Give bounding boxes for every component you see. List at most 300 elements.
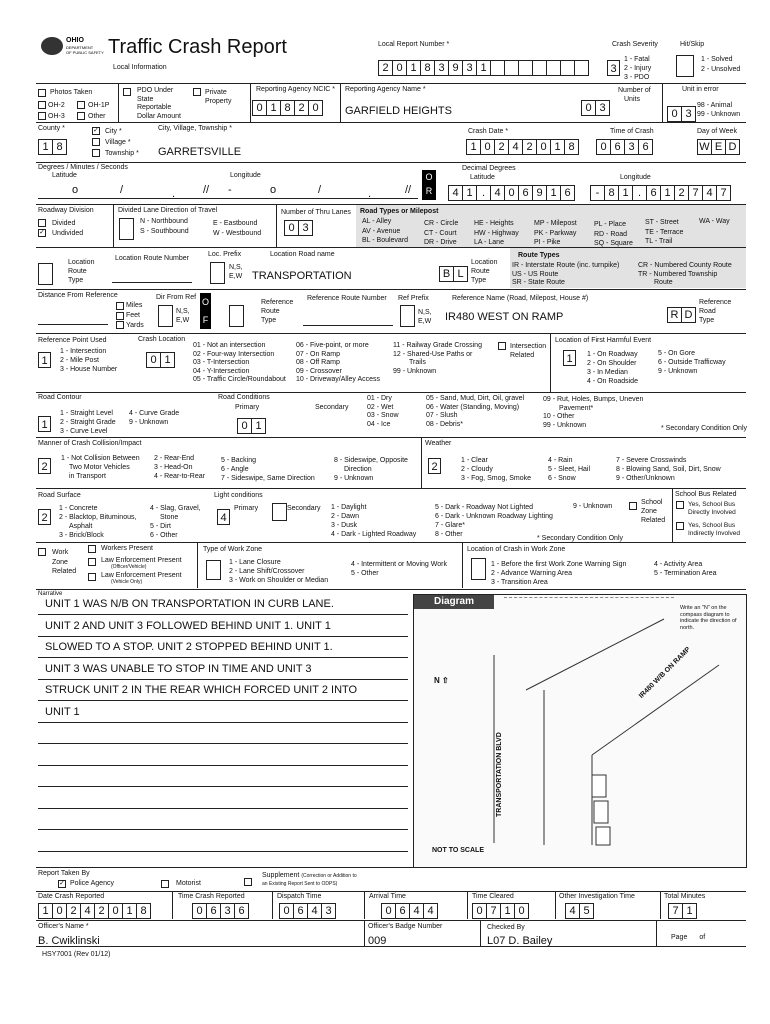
other-label: Other — [88, 113, 106, 120]
digit-box: 4 — [409, 904, 423, 918]
north-arrow-label: N ⇧ — [434, 676, 449, 685]
digit-box: 0 — [150, 354, 157, 366]
manner-value[interactable]: 2 — [38, 458, 51, 474]
ref-route-type-label: Reference Route Type — [261, 299, 294, 324]
digit-box — [574, 61, 588, 75]
dispatch-time[interactable] — [279, 903, 336, 919]
digit-box: 4 — [569, 905, 576, 917]
time-cleared[interactable] — [472, 903, 529, 919]
village-checkbox[interactable] — [92, 138, 100, 146]
county-code[interactable] — [38, 139, 67, 155]
decimal-longitude-label: Longitude — [620, 174, 651, 181]
hitskip-label: Hit/Skip — [680, 41, 705, 48]
ref-point-label: Reference Point Used — [38, 337, 107, 344]
digit-box: 2 — [674, 186, 688, 200]
intersection-related-checkbox[interactable] — [498, 342, 506, 350]
city-checkbox[interactable]: ✓ — [93, 127, 99, 134]
unit-in-error[interactable] — [667, 106, 696, 122]
le-vehicle-checkbox[interactable] — [88, 573, 96, 581]
feet-checkbox[interactable] — [116, 312, 124, 320]
narrative-rule — [38, 765, 408, 766]
number-of-units[interactable] — [581, 100, 610, 116]
digit-box: 3 — [298, 221, 312, 235]
pdo-label: PDO Under State Reportable Dollar Amount — [137, 87, 181, 120]
bus-indirect-checkbox[interactable] — [676, 522, 684, 530]
cvt-name[interactable]: GARRETSVILLE — [158, 146, 242, 158]
dms-label: Degrees / Minutes / Seconds — [38, 164, 128, 171]
narrative-rule — [38, 700, 408, 701]
crash-location-value[interactable] — [146, 352, 175, 368]
dir-from-ref-label: Dir From Ref — [156, 294, 197, 301]
ref-route-number-label: Reference Route Number — [307, 295, 387, 302]
dir-from-ref-box[interactable] — [158, 305, 173, 327]
lane-direction-label: Divided Lane Direction of Travel — [118, 207, 218, 214]
date-reported[interactable] — [38, 903, 151, 919]
yards-checkbox[interactable] — [116, 321, 124, 329]
of-indicator: O F — [200, 293, 211, 329]
first-harmful-col1: 1 - On Roadway 2 - On Shoulder 3 - In Median 4 - On Roadside — [587, 351, 638, 385]
location-road-type-label: Location Route Type — [471, 259, 498, 284]
local-info-label: Local Information — [113, 64, 167, 71]
lane-direction-options: N - Northbound S - Southbound — [140, 218, 189, 235]
road-types-col2: CR - Circle CT - Court DR - Drive — [424, 220, 459, 246]
digit-box: 6 — [395, 904, 409, 918]
location-route-number-label: Location Route Number — [115, 255, 189, 262]
officer-name-label: Officer's Name * — [38, 923, 89, 930]
digit-box: 1 — [42, 141, 49, 153]
svg-text:OF PUBLIC SAFETY: OF PUBLIC SAFETY — [66, 50, 104, 55]
ref-point-value[interactable]: 1 — [38, 352, 51, 368]
miles-label: Miles — [126, 302, 143, 309]
road-conditions-col1: 01 - Dry 02 - Wet 03 - Snow 04 - Ice — [367, 395, 399, 428]
digit-box: 0 — [585, 102, 592, 114]
motorist-label: Motorist — [176, 880, 201, 887]
digit-box: 0 — [288, 222, 295, 234]
road-contour-col2: 4 - Curve Grade 9 - Unknown — [129, 410, 180, 426]
time-of-crash[interactable] — [596, 139, 653, 155]
digit-box: 6 — [518, 186, 532, 200]
light-col2: 5 - Dark - Roadway Not Lighted 6 - Dark - Unknown Roadway Lighting 7 - Glare* 8 - Other — [435, 504, 553, 538]
narrative-rule — [38, 657, 408, 658]
ncic-number[interactable] — [252, 100, 323, 116]
work-zone-type-label: Type of Work Zone — [203, 546, 263, 553]
ref-road-type-label: Reference Road Type — [699, 299, 732, 324]
compass-instructions: Write an "N" on the compass diagram to indicate the direction of north. — [680, 605, 737, 631]
digit-box: 2 — [522, 140, 536, 154]
digit-box: 3 — [462, 61, 476, 75]
crash-date[interactable] — [466, 139, 579, 155]
school-zone-label: School Zone Related — [641, 499, 666, 524]
digit-box: 1 — [546, 186, 560, 200]
digit-box: 0 — [504, 186, 518, 200]
road-contour-value[interactable]: 1 — [38, 416, 51, 432]
narrative-rule — [38, 614, 408, 615]
digit-box: 1 — [251, 419, 265, 433]
narrative-line[interactable]: UNIT 2 AND UNIT 3 FOLLOWED BEHIND UNIT 1. UNIT 1 — [45, 619, 331, 632]
distance-field[interactable] — [38, 310, 108, 325]
other-checkbox[interactable] — [77, 112, 85, 120]
report-taken-by-label: Report Taken By — [38, 870, 90, 877]
digit-box: - — [595, 187, 600, 199]
oh3-checkbox[interactable] — [38, 112, 46, 120]
digit-box — [546, 61, 560, 75]
units-label: Number of Units — [618, 87, 651, 103]
digit-box: 2 — [382, 62, 389, 74]
digit-box: . — [632, 186, 646, 200]
road-surface-col1: 1 - Concrete 2 - Blacktop, Bituminous, Asphalt 3 - Brick/Block — [59, 505, 137, 539]
lane-direction-options-ew: E - Eastbound W - Westbound — [213, 220, 262, 237]
digit-box: 8 — [604, 186, 618, 200]
police-agency-label: Police Agency — [70, 880, 114, 887]
divided-label: Divided — [52, 220, 76, 227]
oh2-label: OH-2 — [48, 102, 65, 109]
road-conditions-col3: 09 - Rut, Holes, Bumps, Uneven Pavement* 10 - Other 99 - Unknown — [543, 396, 644, 429]
digit-box: 3 — [595, 101, 609, 115]
ref-road-type[interactable] — [667, 307, 696, 323]
le-present-checkbox[interactable] — [88, 558, 96, 566]
ref-prefix-options: N,S, E,W — [418, 309, 432, 325]
digit-box: 5 — [579, 904, 593, 918]
weather-value[interactable]: 2 — [428, 458, 441, 474]
ref-prefix-box[interactable] — [400, 305, 415, 327]
time-cleared-label: Time Cleared — [472, 893, 514, 900]
divided-checkbox[interactable] — [38, 219, 46, 227]
digit-box: 7 — [672, 905, 679, 917]
ohio-seal-icon — [38, 32, 104, 62]
agency-name-label: Reporting Agency Name * — [345, 86, 426, 93]
ref-name-label: Reference Name (Road, Milepost, House #) — [452, 295, 589, 302]
arrival-time-label: Arrival Time — [369, 893, 406, 900]
narrative-rule — [38, 679, 408, 680]
road-surface-col2: 4 - Slag, Gravel, Stone 5 - Dirt 6 - Other — [150, 505, 201, 539]
location-route-number[interactable] — [112, 268, 192, 283]
digit-box: D — [681, 308, 695, 322]
school-bus-label: School Bus Related — [675, 491, 737, 498]
ohio-logo — [38, 32, 104, 62]
day-of-week-label: Day of Week — [697, 128, 737, 135]
digit-box: 0 — [476, 905, 483, 917]
village-label: Village * — [105, 139, 131, 146]
svg-text:OHIO: OHIO — [66, 37, 84, 44]
digit-box: 6 — [646, 186, 660, 200]
digit-box: 4 — [452, 187, 459, 199]
diagram-title: Diagram — [414, 595, 494, 609]
severity-value[interactable]: 3 — [607, 60, 620, 76]
digit-box: L — [453, 267, 467, 281]
work-zone-checkbox[interactable] — [38, 548, 46, 556]
road-conditions-secondary[interactable] — [313, 418, 341, 434]
police-agency-checkbox[interactable]: ✓ — [59, 880, 65, 887]
road-label: TRANSPORTATION BLVD — [496, 732, 503, 817]
manner-label: Manner of Crash Collision/Impact — [38, 440, 142, 447]
ref-name[interactable]: IR480 WEST ON RAMP — [445, 311, 564, 323]
undivided-checkbox[interactable]: ✓ — [39, 229, 45, 236]
digit-box: 1 — [660, 186, 674, 200]
first-harmful-value[interactable]: 1 — [563, 350, 576, 366]
digit-box: 6 — [293, 904, 307, 918]
officer-name[interactable]: B. Cwiklinski — [38, 935, 100, 947]
local-report-number[interactable] — [378, 60, 589, 76]
loc-prefix-options: N,S, E,W — [229, 264, 243, 280]
location-road-name-label: Location Road name — [270, 251, 335, 258]
work-zone-location-box[interactable] — [471, 558, 486, 580]
undivided-label: Undivided — [52, 230, 84, 237]
digit-box: 0 — [241, 420, 248, 432]
work-zone-type-box[interactable] — [206, 560, 221, 580]
report-title: Traffic Crash Report — [108, 36, 287, 58]
digit-box: 4 — [423, 904, 437, 918]
dms-longitude-label: Longitude — [230, 172, 261, 179]
digit-box: 1 — [406, 61, 420, 75]
digit-box: B — [442, 268, 451, 280]
bus-direct-label: Yes, School Bus Directly Involved — [688, 501, 736, 516]
light-col1: 1 - Daylight 2 - Dawn 3 - Dusk 4 - Dark - Lighted Roadway — [331, 504, 417, 538]
loc-prefix-label: Loc. Prefix — [208, 251, 242, 258]
miles-checkbox[interactable] — [116, 302, 124, 310]
digit-box: 8 — [564, 140, 578, 154]
road-types-col3: HE - Heights HW - Highway LA - Lane — [474, 220, 519, 246]
thru-lanes[interactable] — [284, 220, 313, 236]
weather-col2: 4 - Rain 5 - Sleet, Hail 6 - Snow — [548, 457, 591, 482]
total-minutes-label: Total Minutes — [664, 893, 706, 900]
digit-box — [490, 61, 504, 75]
dms-latitude-label: Latitude — [52, 172, 77, 179]
light-conditions-label: Light conditions — [214, 492, 263, 499]
digit-box: 0 — [536, 140, 550, 154]
crash-location-col2: 06 - Five-point, or more 07 - On Ramp 08 - Off Ramp 09 - Crossover 10 - Driveway/Alley Access — [296, 342, 381, 383]
manner-col3: 5 - Backing 6 - Angle 7 - Sideswipe, Same Direction — [221, 457, 315, 482]
digit-box: 6 — [560, 186, 574, 200]
digit-box: 6 — [638, 140, 652, 154]
road-types-col5: PL - Place RD - Road SQ - Square — [594, 221, 633, 247]
light-primary-value[interactable]: 4 — [217, 509, 230, 525]
digit-box: 4 — [508, 140, 522, 154]
road-conditions-secondary-label: Secondary — [315, 404, 349, 411]
digit-box: 0 — [600, 141, 607, 153]
digit-box: 8 — [52, 140, 66, 154]
light-secondary-label: Secondary — [287, 505, 321, 512]
digit-box — [518, 61, 532, 75]
lane-direction-box[interactable] — [119, 218, 134, 240]
vehicle-unit-3 — [596, 827, 610, 845]
work-zone-type-col1: 1 - Lane Closure 2 - Lane Shift/Crossover 3 - Work on Shoulder or Median — [229, 559, 329, 584]
digit-box: 0 — [514, 904, 528, 918]
township-checkbox[interactable] — [92, 149, 100, 157]
route-types-col2: CR - Numbered County Route TR - Numbered Township Route — [638, 262, 732, 286]
digit-box: W — [699, 141, 710, 153]
narrative-rule — [38, 743, 408, 744]
first-harmful-label: Location of First Harmful Event — [555, 337, 652, 344]
digit-box: 4 — [80, 904, 94, 918]
digit-box: 1 — [266, 101, 280, 115]
photos-taken-checkbox[interactable] — [38, 89, 46, 97]
digit-box: 1 — [42, 905, 49, 917]
ncic-label: Reporting Agency NCIC * — [256, 86, 335, 93]
decimal-latitude[interactable] — [448, 185, 575, 201]
le-vehicle-label: Law Enforcement Present (Vehicle Only) — [101, 572, 182, 585]
digit-box: 8 — [280, 101, 294, 115]
secondary-condition-note: * Secondary Condition Only — [661, 425, 747, 432]
road-contour-col1: 1 - Straight Level 2 - Straight Grade 3 - Curve Level — [60, 410, 116, 435]
feet-label: Feet — [126, 312, 141, 319]
narrative-label: Narrative — [38, 591, 63, 597]
day-of-week[interactable] — [697, 139, 740, 155]
digit-box: 1 — [462, 186, 476, 200]
local-report-label: Local Report Number * — [378, 41, 450, 48]
yards-label: Yards — [126, 322, 144, 329]
location-road-type[interactable] — [439, 266, 468, 282]
road-surface-value[interactable]: 2 — [38, 509, 51, 525]
agency-name[interactable]: GARFIELD HEIGHTS — [345, 105, 452, 117]
date-reported-label: Date Crash Reported — [38, 893, 105, 900]
digit-box: 0 — [283, 905, 290, 917]
oh2-checkbox[interactable] — [38, 101, 46, 109]
digit-box: 1 — [160, 353, 174, 367]
work-zone-location-col1: 1 - Before the first Work Zone Warning Sign 2 - Advance Warning Area 3 - Transition Area — [491, 561, 627, 586]
intersection-related-label: Intersection Related — [510, 343, 547, 359]
digit-box: 3 — [681, 107, 695, 121]
oh1p-checkbox[interactable] — [77, 101, 85, 109]
digit-box: 4 — [702, 186, 716, 200]
digit-box: 3 — [434, 61, 448, 75]
digit-box: D — [725, 140, 739, 154]
location-route-type-box[interactable] — [38, 263, 53, 285]
digit-box: 9 — [448, 61, 462, 75]
digit-box: 1 — [476, 61, 490, 75]
crash-diagram[interactable] — [413, 594, 747, 868]
digit-box: 6 — [206, 904, 220, 918]
motorist-checkbox[interactable] — [161, 880, 169, 888]
form-number: HSY7001 (Rev 01/12) — [42, 951, 111, 958]
digit-box: 0 — [480, 140, 494, 154]
oh1p-label: OH-1P — [88, 102, 110, 109]
digit-box: 2 — [294, 101, 308, 115]
digit-box: 6 — [234, 904, 248, 918]
narrative-line[interactable]: SLOWED TO A STOP. UNIT 2 STOPPED BEHIND UNIT 1. — [45, 641, 333, 653]
light-primary-label: Primary — [234, 505, 259, 512]
severity-label: Crash Severity — [612, 41, 658, 48]
narrative-rule — [38, 722, 408, 723]
manner-col2: 2 - Rear-End 3 - Head-On 4 - Rear-to-Rear — [154, 455, 205, 480]
digit-box: 0 — [196, 905, 203, 917]
county-label: County * — [38, 125, 65, 132]
supplement-checkbox[interactable] — [244, 878, 252, 886]
other-investigation-time[interactable] — [565, 903, 594, 919]
digit-box: 8 — [136, 904, 150, 918]
bus-direct-checkbox[interactable] — [676, 501, 684, 509]
private-property-label: Private Property — [205, 89, 232, 105]
narrative-line[interactable]: UNIT 1 — [45, 705, 80, 718]
digit-box: 1 — [122, 904, 136, 918]
private-property-checkbox[interactable] — [193, 88, 201, 96]
work-zone-location-label: Location of Crash in Work Zone — [467, 546, 566, 553]
loc-prefix-box[interactable] — [210, 262, 225, 284]
work-zone-label: Work Zone Related — [52, 549, 77, 575]
dms-fields[interactable]: o / . // - o / . // — [38, 186, 418, 199]
crash-location-col1: 01 - Not an intersection 02 - Four-way Intersection 03 - T-Intersection 04 - Y-Intersection 05 - Traffic Circle/Roundabout — [193, 342, 286, 383]
cvt-label: City, Village, Township * — [158, 125, 232, 132]
oh3-label: OH-3 — [48, 113, 65, 120]
digit-box — [532, 61, 546, 75]
digit-box: 0 — [308, 101, 322, 115]
arrival-time[interactable] — [381, 903, 438, 919]
digit-box — [504, 61, 518, 75]
digit-box: 0 — [671, 108, 678, 120]
light-secondary-box[interactable] — [272, 503, 287, 521]
hitskip-box[interactable] — [676, 55, 694, 77]
road-types-label: Road Types or Milepost — [360, 208, 439, 215]
supplement-label: Supplement (Correction or Addition to an Existing Report Sent to ODPS) — [262, 872, 357, 887]
digit-box: 0 — [256, 102, 263, 114]
digit-box: E — [711, 140, 725, 154]
school-zone-checkbox[interactable] — [629, 502, 637, 510]
time-of-crash-label: Time of Crash — [610, 128, 654, 135]
crash-date-label: Crash Date * — [468, 128, 509, 135]
digit-box: 7 — [688, 186, 702, 200]
narrative-line[interactable]: STRUCK UNIT 2 IN THE REAR WHICH FORCED UNIT 2 INTO — [45, 684, 358, 696]
other-investigation-label: Other Investigation Time — [559, 893, 635, 900]
road-conditions-col2: 05 - Sand, Mud, Dirt, Oil, gravel 06 - Water (Standing, Moving) 07 - Slush 08 - Debris* — [426, 395, 525, 428]
location-road-name[interactable]: TRANSPORTATION — [252, 270, 352, 282]
checked-by-label: Checked By — [487, 924, 525, 931]
digit-box: 1 — [618, 186, 632, 200]
ref-route-type-box[interactable] — [229, 305, 244, 327]
township-label: Township * — [105, 150, 139, 157]
le-present-label: Law Enforcement Present (Officer/Vehicle) — [101, 557, 182, 570]
thru-lanes-label: Number of Thru Lanes — [281, 209, 351, 216]
weather-col1: 1 - Clear 2 - Cloudy 3 - Fog, Smog, Smoke — [461, 457, 532, 482]
time-reported[interactable] — [192, 903, 249, 919]
o-indicator: O R — [422, 170, 436, 200]
total-minutes[interactable] — [668, 903, 697, 919]
svg-text:DEPARTMENT: DEPARTMENT — [66, 45, 94, 50]
workers-present-label: Workers Present — [101, 545, 153, 552]
work-zone-location-col2: 4 - Activity Area 5 - Termination Area — [654, 561, 717, 577]
vehicle-unit-1 — [592, 775, 606, 797]
distance-label: Distance From Reference — [38, 292, 118, 299]
photos-taken-label: Photos Taken — [50, 89, 93, 96]
narrative-line[interactable]: UNIT 3 WAS UNABLE TO STOP IN TIME AND UNIT 3 — [45, 662, 312, 675]
narrative-rule — [38, 829, 408, 830]
crash-location-label: Crash Location — [138, 336, 186, 343]
decimal-longitude[interactable] — [590, 185, 731, 201]
hitskip-options: 1 - Solved 2 - Unsolved — [701, 56, 741, 73]
dir-from-ref-options: N,S, E,W — [176, 308, 190, 324]
weather-col3: 7 - Severe Crosswinds 8 - Blowing Sand, Soil, Dirt, Snow 9 - Other/Unknown — [616, 457, 721, 482]
pdo-checkbox[interactable] — [123, 88, 131, 96]
time-reported-label: Time Crash Reported — [178, 893, 245, 900]
badge-number[interactable]: 009 — [368, 935, 387, 947]
digit-box: 0 — [52, 904, 66, 918]
light-secondary-note: * Secondary Condition Only — [537, 535, 623, 542]
digit-box: 1 — [682, 904, 696, 918]
road-conditions-primary[interactable] — [237, 418, 266, 434]
dispatch-time-label: Dispatch Time — [277, 893, 322, 900]
crash-location-col3: 11 - Railway Grade Crossing 12 - Shared-Use Paths or Trails 99 - Unknown — [393, 342, 482, 375]
road-surface-label: Road Surface — [38, 492, 81, 499]
roadway-division-label: Roadway Division — [38, 207, 94, 214]
ref-route-number[interactable] — [303, 311, 393, 326]
road-types-col1: AL - Alley AV - Avenue BL - Boulevard — [362, 218, 409, 244]
bus-indirect-label: Yes, School Bus Indirectly Involved — [688, 522, 741, 537]
workers-present-checkbox[interactable] — [88, 545, 96, 553]
decimal-latitude-label: Latitude — [470, 174, 495, 181]
digit-box: 3 — [321, 904, 335, 918]
narrative-line[interactable]: UNIT 1 WAS N/B ON TRANSPORTATION IN CURB LANE. — [45, 598, 334, 610]
ref-point-options: 1 - Intersection 2 - Mile Post 3 - House Number — [60, 348, 118, 373]
checked-by[interactable]: L07 D. Bailey — [487, 935, 553, 947]
manner-col1: 1 - Not Collision Between Two Motor Vehicles in Transport — [61, 455, 140, 480]
